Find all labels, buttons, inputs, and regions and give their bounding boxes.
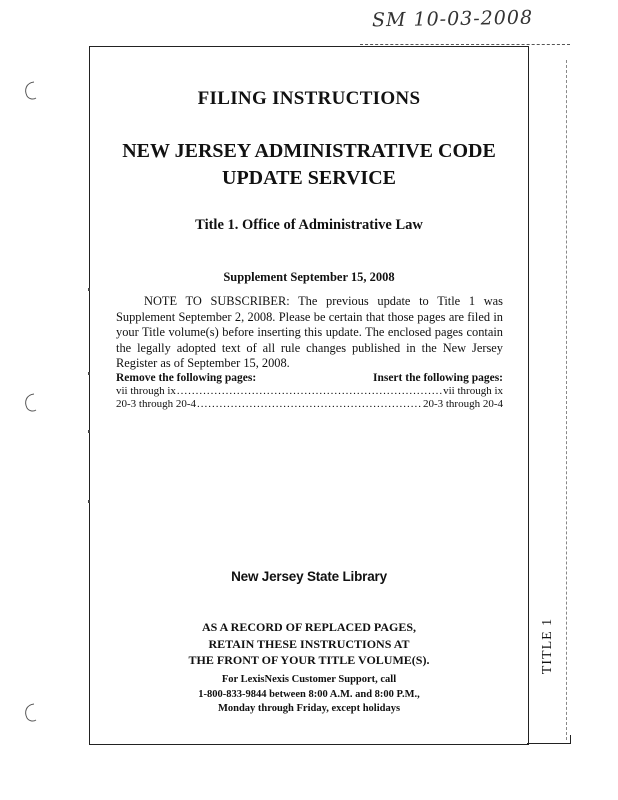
handwritten-date-note: SM 10-03-2008 [371,6,534,32]
table-row [116,385,503,398]
insert-pages-cell: 20-3 through 20-4 [422,398,503,410]
bottom-edge-corner [570,735,571,744]
dot-leader [177,385,442,398]
title-subtitle: Title 1. Office of Administrative Law [195,217,423,233]
title-tab-label: TITLE 1 [540,617,555,675]
binder-hole-icon [22,392,38,414]
subscriber-note: NOTE TO SUBSCRIBER: The previous update to Title 1 was Supplement September 2, 2008. Please be certain that those pages are filed in your Title volume(s) before inserting this update. The enclosed pages contain the legally adopted text of all rule changes published in the New Jersey Register as of September 15, 2008. [116,294,503,370]
page-table-header [116,372,503,385]
filing-instructions-title: FILING INSTRUCTIONS [197,88,421,109]
scan-speck [88,430,90,433]
support-phone-line: 1-800-833-9844 between 8:00 A.M. and 8:00 P.M., [198,688,420,700]
page-replacement-table [116,372,503,411]
record-line: AS A RECORD OF REPLACED PAGES, [201,620,417,634]
remove-pages-cell: 20-3 through 20-4 [116,398,197,410]
record-line: THE FRONT OF YOUR TITLE VOLUME(S). [188,653,430,667]
insert-pages-cell: vii through ix [443,385,503,397]
bottom-edge [527,743,571,744]
record-line: RETAIN THESE INSTRUCTIONS AT [208,636,410,651]
dot-leader [197,398,422,411]
table-row [116,398,503,411]
code-title [89,138,529,192]
scan-speck [88,288,90,291]
binder-hole-icon [22,702,38,724]
top-dashed-edge [360,44,570,45]
scan-speck [88,372,90,375]
binder-hole-icon [22,80,38,102]
support-hours-line: Monday through Friday, except holidays [217,703,401,714]
record-instructions [89,619,529,669]
code-title-line1: NEW JERSEY ADMINISTRATIVE CODE [122,140,496,162]
remove-pages-cell: vii through ix [116,385,176,397]
remove-pages-header: Remove the following pages: [116,372,257,384]
support-line: For LexisNexis Customer Support, call [221,674,397,685]
supplement-date: Supplement September 15, 2008 [223,270,395,284]
insert-pages-header: Insert the following pages: [372,372,503,384]
library-stamp: New Jersey State Library [231,569,387,584]
scan-speck [88,500,90,503]
tab-strip-edge [566,60,567,740]
code-title-line2: UPDATE SERVICE [222,167,396,189]
customer-support-info [89,673,529,717]
